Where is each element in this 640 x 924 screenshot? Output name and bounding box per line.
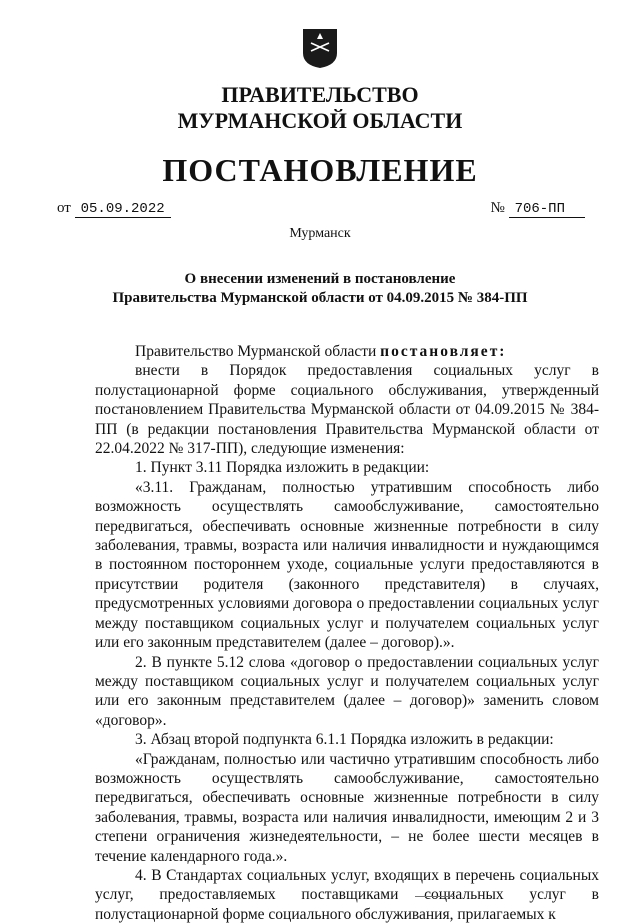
paragraph-1: внести в Порядок предоставления социальных услуг в полустационарной форме социального обслуживания, утвержденный постановлением Правительства Мурманской области от 04.09.2015 № 384-ПП (в редакции постановления Правительства Мурманской области от 22.04.2022 № 317-ПП), следующие изменения:	[95, 362, 599, 458]
date-prefix: от	[57, 200, 71, 216]
coat-of-arms-emblem	[301, 27, 339, 69]
document-number: 706-ПП	[509, 201, 585, 218]
document-date: 05.09.2022	[75, 201, 171, 218]
paragraph-4: 2. В пункте 5.12 слова «договор о предоставлении социальных услуг между поставщиком социальных услуг и получателем социальных услуг или его законным представителем (далее – договор)» заменить словом «договор».	[95, 653, 599, 729]
number-prefix: №	[490, 200, 505, 216]
document-type-title: ПОСТАНОВЛЕНИЕ	[162, 152, 478, 188]
intro-decree-word: постановляет:	[380, 343, 507, 360]
subject-line1: О внесении изменений в постановление	[184, 271, 456, 287]
government-title	[0, 82, 640, 134]
footer-rule	[415, 896, 455, 897]
paragraph-3: «3.11. Гражданам, полностью утратившим способность либо возможность осуществлять самообслуживание, самостоятельно передвигаться, обеспечивать основные жизненные потребности в силу заболевания, травмы, возраста или наличия инвалидности и нуждающимся в постоянном постороннем уходе, социальные услуги предоставляются в присутствии родителя (законного представителя) в случаях, предусмотренных условиями договора о предоставлении социальных услуг между поставщиком социальных услуг и получателем социальных услуг или его законным представителем (далее – договор).».	[95, 478, 599, 652]
number-block	[491, 200, 585, 218]
government-title-line2: МУРМАНСКОЙ ОБЛАСТИ	[177, 108, 463, 133]
paragraph-6: «Гражданам, полностью или частично утратившим способность либо возможность осуществлять самообслуживание, самостоятельно передвигаться, обеспечивать основные жизненные потребности в силу заболевания, травмы, возраста или наличия инвалидности, имеющим 2 и 3 степени ограничения жизнедеятельности, – не более шести месяцев в течение календарного года.».	[95, 750, 599, 865]
document-body	[95, 342, 599, 924]
paragraph-5: 3. Абзац второй подпункта 6.1.1 Порядка изложить в редакции:	[135, 731, 554, 749]
government-title-line1: ПРАВИТЕЛЬСТВО	[221, 82, 419, 107]
document-subject	[60, 270, 580, 308]
city-name: Мурманск	[289, 226, 351, 241]
intro-text: Правительство Мурманской области	[135, 343, 381, 360]
date-block	[57, 200, 171, 218]
paragraph-2: 1. Пункт 3.11 Порядка изложить в редакции:	[135, 459, 430, 477]
subject-line2: Правительства Мурманской области от 04.09.2015 № 384-ПП	[112, 290, 528, 306]
intro-paragraph	[95, 342, 599, 361]
date-number-line	[57, 200, 585, 220]
paragraph-7: 4. В Стандартах социальных услуг, входящих в перечень социальных услуг, предоставляемых поставщиками социальных услуг в полустационарной форме социального обслуживания, прилагаемых к	[95, 866, 599, 923]
